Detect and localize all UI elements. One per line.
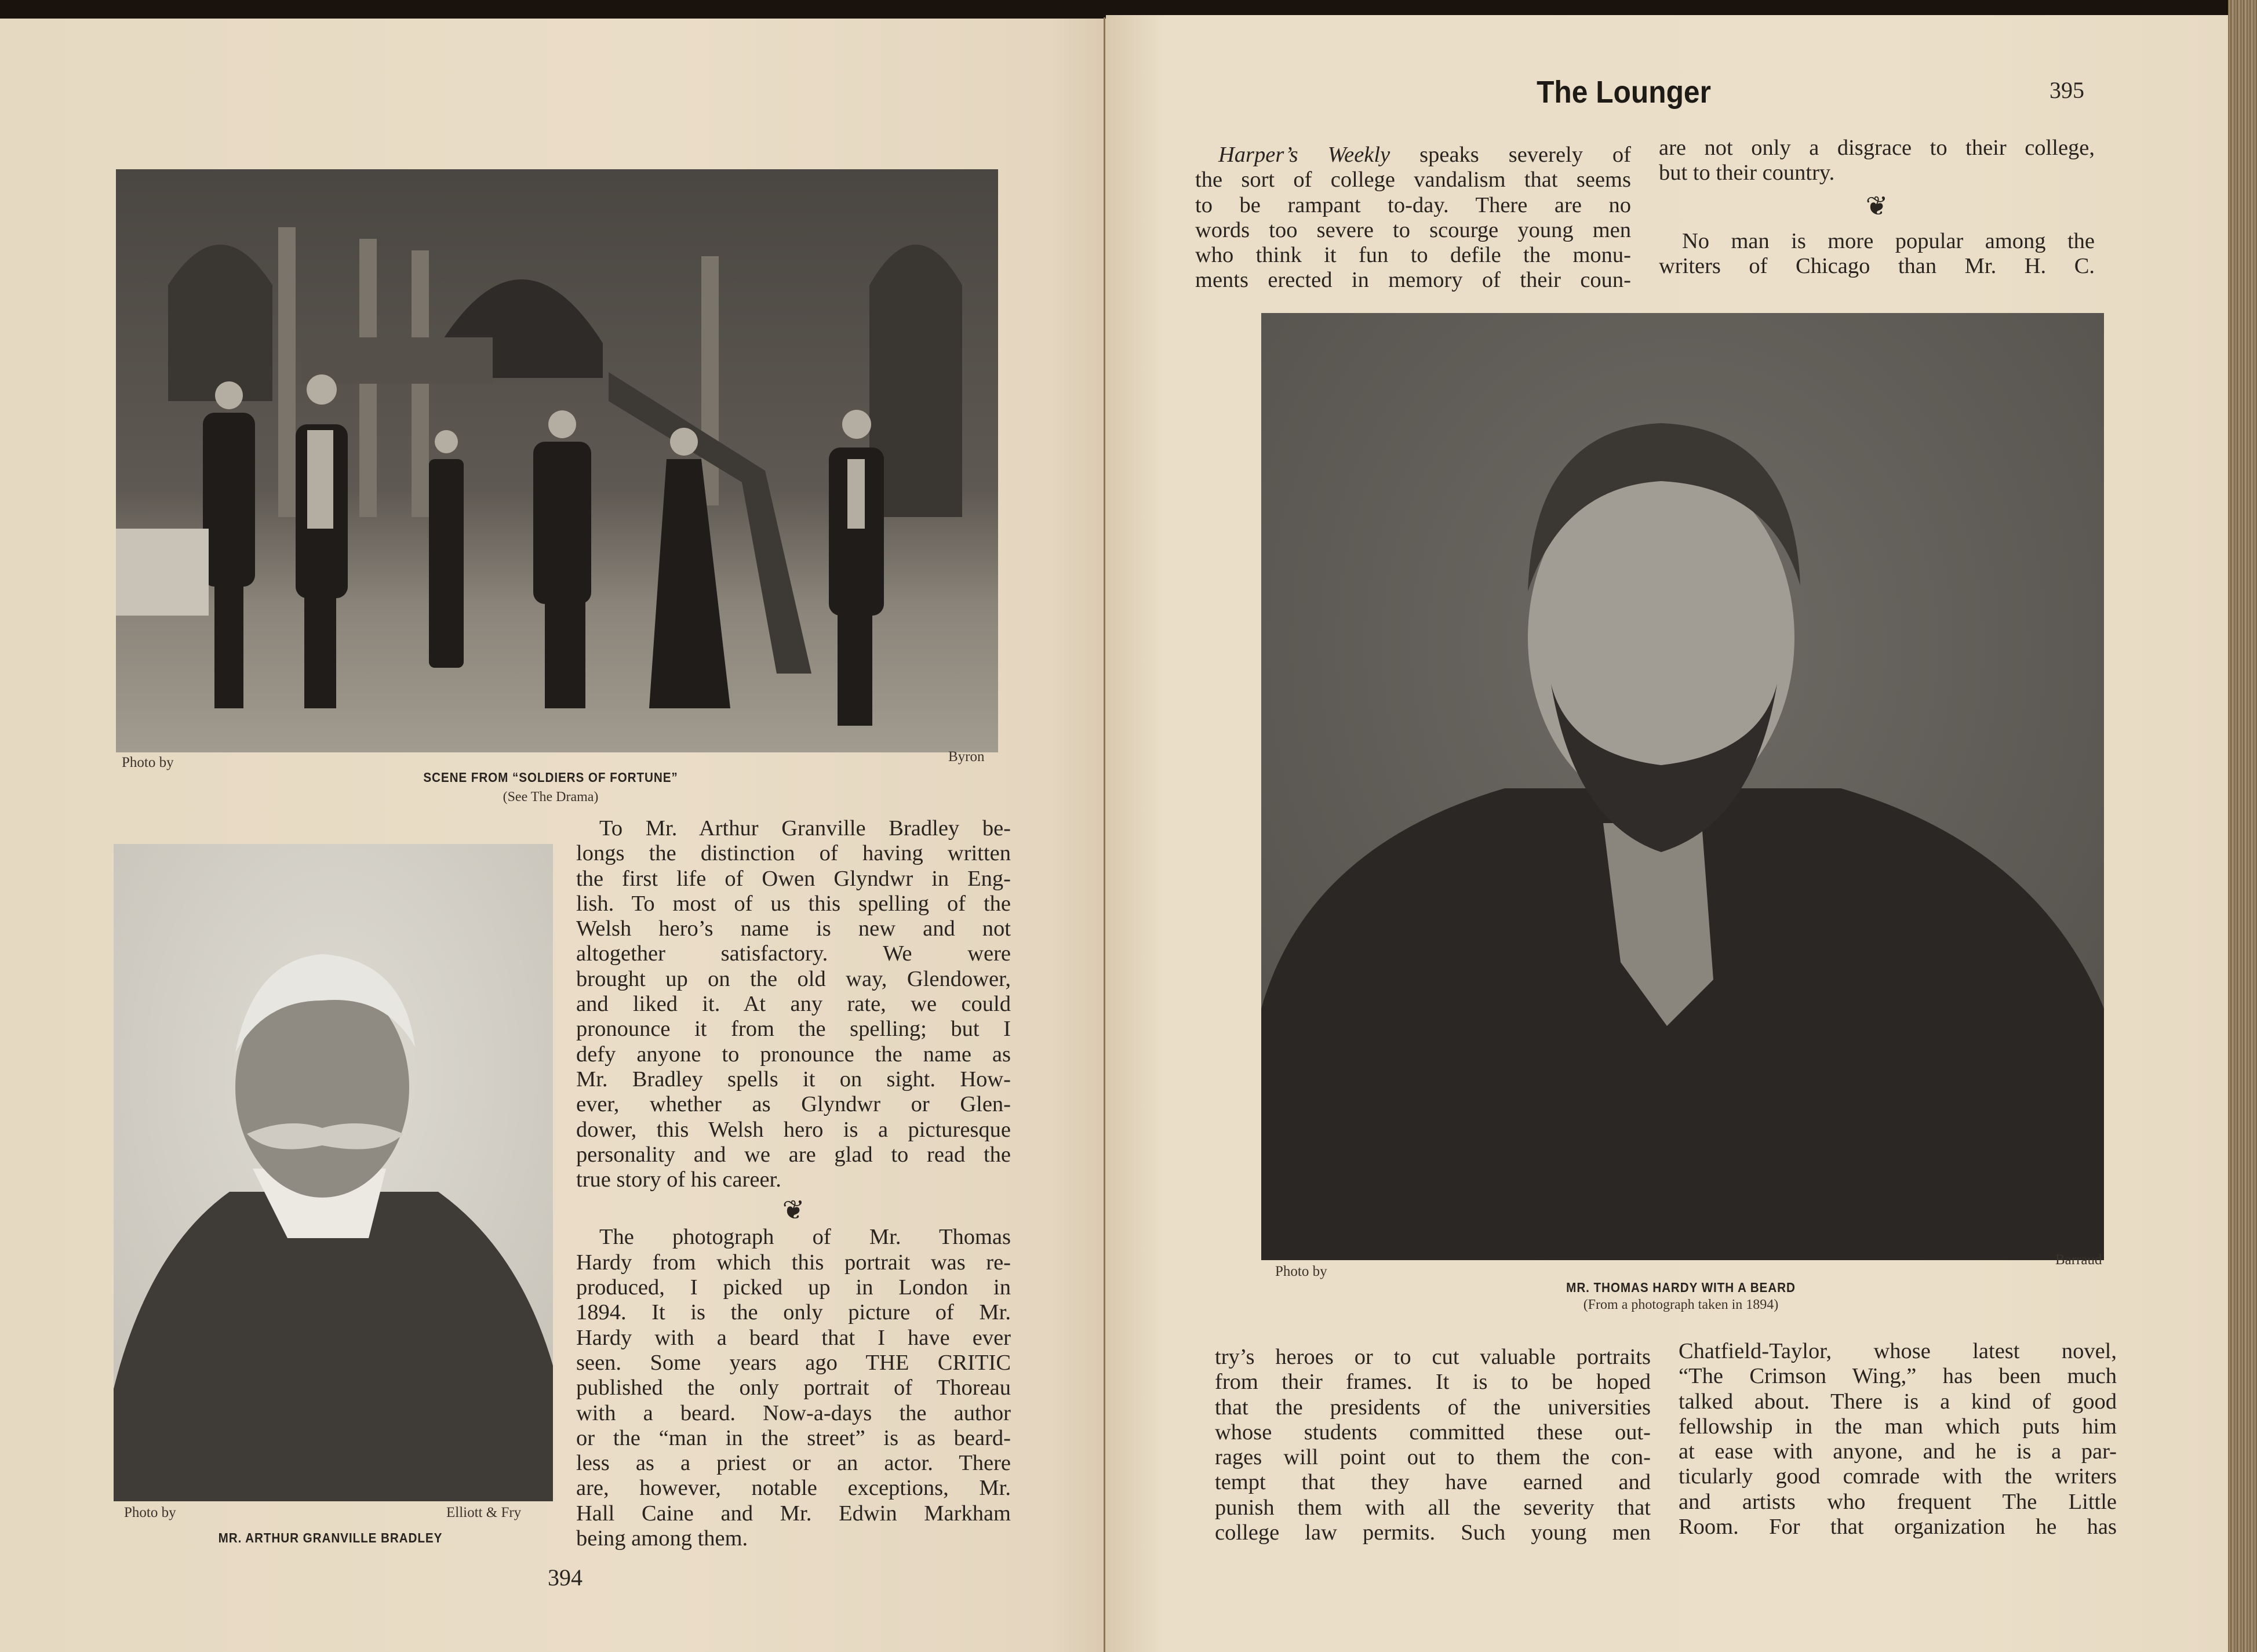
- text-line: at ease with anyone, and he is a par-: [1679, 1439, 2117, 1464]
- scene-photo-credit-name: Byron: [948, 749, 985, 765]
- text-line: punish them with all the severity that: [1215, 1495, 1651, 1520]
- text-line: but to their country.: [1659, 161, 1835, 185]
- text-line: ticularly good comrade with the writers: [1679, 1464, 2117, 1489]
- bradley-credit-label: Photo by: [124, 1505, 176, 1520]
- text-line: less as a priest or an actor. There: [576, 1451, 1011, 1476]
- text-line: with a beard. Now-a-days the author: [576, 1400, 1011, 1425]
- bradley-credit-name: Elliott & Fry: [446, 1505, 522, 1520]
- text-line: dower, this Welsh hero is a picturesque: [576, 1117, 1011, 1142]
- bradley-caption: MR. ARTHUR GRANVILLE BRADLEY: [218, 1530, 443, 1545]
- ornament-icon: ❦: [1865, 191, 1888, 221]
- paragraph-bradley: [576, 816, 1011, 1192]
- text-line: Hardy with a beard that I have ever: [576, 1325, 1011, 1350]
- text-line: rages will point out to them the con-: [1215, 1445, 1651, 1470]
- text-line: words too severe to scourge young men: [1195, 217, 1631, 242]
- text-line: to be rampant to-day. There are no: [1195, 192, 1631, 217]
- page-number-right: 395: [2049, 77, 2084, 103]
- right-bottom-col2: [1679, 1339, 2117, 1540]
- text-line: fellowship in the man which puts him: [1679, 1414, 2117, 1439]
- text-line: and artists who frequent The Little: [1679, 1489, 2117, 1514]
- hardy-portrait: [1261, 313, 2104, 1260]
- ornament-icon: ❦: [782, 1195, 805, 1225]
- text-line: seen. Some years ago THE CRITIC: [576, 1350, 1011, 1375]
- text-line: published the only portrait of Thoreau: [576, 1376, 1011, 1400]
- text-line: No man is more popular among the: [1682, 228, 2095, 253]
- text-line: being among them.: [576, 1526, 748, 1551]
- text-line: whose students committed these out-: [1215, 1420, 1651, 1444]
- text-line: Hall Caine and Mr. Edwin Markham: [576, 1501, 1011, 1526]
- text-line: who think it fun to defile the monu-: [1195, 243, 1631, 268]
- right-top-col1: [1195, 143, 1631, 293]
- book-gutter: [1104, 17, 1105, 1652]
- text-line: lish. To most of us this spelling of the: [576, 891, 1011, 916]
- left-text-column: [576, 816, 1011, 1551]
- text-line: “The Crimson Wing,” has been much: [1679, 1364, 2117, 1389]
- text-line: produced, I picked up in London in: [576, 1275, 1011, 1300]
- scene-photo-credit-label: Photo by: [122, 755, 174, 770]
- text-line: Room. For that organization he has: [1679, 1515, 2117, 1540]
- text-line: ever, whether as Glyndwr or Glen-: [576, 1092, 1011, 1117]
- text-line: Welsh hero’s name is new and not: [576, 916, 1011, 941]
- text-line: talked about. There is a kind of good: [1679, 1389, 2117, 1414]
- running-head: The Lounger: [1537, 75, 1711, 110]
- text-line: true story of his career.: [576, 1167, 781, 1192]
- text-line: Chatfield-Taylor, whose latest novel,: [1679, 1339, 2117, 1363]
- text-fragment: speaks severely of: [1390, 143, 1631, 167]
- text-line: writers of Chicago than Mr. H. C.: [1659, 253, 2095, 278]
- hardy-credit-label: Photo by: [1275, 1264, 1327, 1279]
- hardy-credit-name: Barraud: [2055, 1252, 2102, 1268]
- text-line: college law permits. Such young men: [1215, 1520, 1651, 1545]
- text-line: personality and we are glad to read the: [576, 1142, 1011, 1167]
- text-line: and liked it. At any rate, we could: [576, 992, 1011, 1017]
- scene-subcaption: (See The Drama): [503, 789, 599, 805]
- text-line: the sort of college vandalism that seems: [1195, 168, 1631, 192]
- scene-photo: [116, 169, 998, 752]
- page-number-left: 394: [548, 1564, 583, 1591]
- text-line: are, however, notable exceptions, Mr.: [576, 1476, 1011, 1501]
- text-line: brought up on the old way, Glendower,: [576, 966, 1011, 991]
- text-line: altogether satisfactory. We were: [576, 941, 1011, 966]
- text-line: that the presidents of the universities: [1215, 1395, 1651, 1420]
- text-line: pronounce it from the spelling; but I: [576, 1017, 1011, 1042]
- text-line: from their frames. It is to be hoped: [1215, 1370, 1651, 1395]
- text-line: ments erected in memory of their coun-: [1195, 268, 1631, 293]
- text-line: Mr. Bradley spells it on sight. How-: [576, 1067, 1011, 1091]
- text-line: [1195, 143, 1631, 168]
- text-line: The photograph of Mr. Thomas: [599, 1225, 1011, 1250]
- text-line: 1894. It is the only picture of Mr.: [576, 1300, 1011, 1325]
- hardy-caption: MR. THOMAS HARDY WITH A BEARD: [1566, 1280, 1796, 1295]
- paragraph-hardy-photo: [576, 1225, 1011, 1551]
- text-line: tempt that they have earned and: [1215, 1470, 1651, 1495]
- text-line: longs the distinction of having written: [576, 841, 1011, 866]
- text-line: defy anyone to pronounce the name as: [576, 1042, 1011, 1067]
- hardy-subcaption: (From a photograph taken in 1894): [1583, 1297, 1779, 1312]
- text-line: are not only a disgrace to their college,: [1659, 136, 2095, 160]
- page-edges: [2228, 0, 2257, 1652]
- text-line: or the “man in the street” is as beard-: [576, 1425, 1011, 1450]
- text-line: try’s heroes or to cut valuable portraits: [1215, 1345, 1651, 1369]
- scene-caption: SCENE FROM “SOLDIERS OF FORTUNE”: [423, 770, 678, 785]
- text-line: Hardy from which this portrait was re-: [576, 1250, 1011, 1275]
- right-bottom-col1: [1215, 1345, 1651, 1545]
- bradley-portrait: [114, 844, 553, 1501]
- publication-title: Harper’s Weekly: [1218, 143, 1390, 167]
- text-line: the first life of Owen Glyndwr in Eng-: [576, 866, 1011, 891]
- right-top-col2: [1659, 136, 2095, 279]
- text-line: To Mr. Arthur Granville Bradley be-: [599, 816, 1011, 840]
